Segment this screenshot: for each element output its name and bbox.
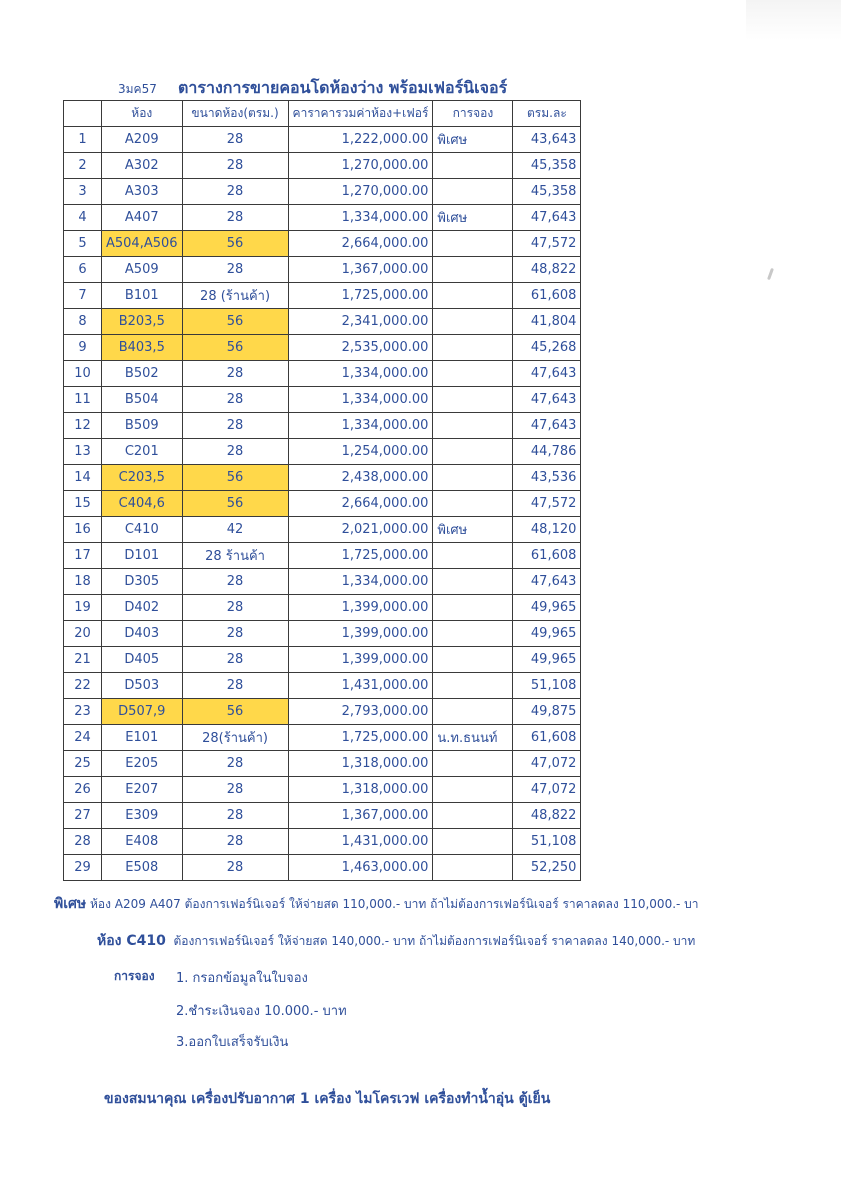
room-cell: B403,5	[102, 335, 183, 361]
table-row	[64, 309, 581, 335]
price-cell: 1,725,000.00	[288, 725, 433, 751]
booking-cell	[433, 543, 513, 569]
booking-cell: พิเศษ	[433, 127, 513, 153]
c410-note-label: ห้อง C410	[97, 933, 166, 949]
table-row	[64, 543, 581, 569]
special-note-text: ห้อง A209 A407 ต้องการเฟอร์นิเจอร์ ให้จ่ายสด 110,000.- บาท ถ้าไม่ต้องการเฟอร์นิเจอร์ ราคาลดลง 110,000.- บา	[89, 897, 699, 911]
room-cell: D503	[102, 673, 183, 699]
row-number: 15	[64, 491, 102, 517]
booking-cell	[433, 673, 513, 699]
size-cell: 28	[182, 153, 288, 179]
price-cell: 2,664,000.00	[288, 491, 433, 517]
room-cell: A303	[102, 179, 183, 205]
size-cell: 28	[182, 179, 288, 205]
price-cell: 1,254,000.00	[288, 439, 433, 465]
booking-cell: พิเศษ	[433, 205, 513, 231]
booking-cell: น.ท.ธนนท์	[433, 725, 513, 751]
size-cell: 28	[182, 647, 288, 673]
price-cell: 1,431,000.00	[288, 673, 433, 699]
room-cell: E508	[102, 855, 183, 881]
size-cell: 28	[182, 621, 288, 647]
row-number: 7	[64, 283, 102, 309]
room-cell: D403	[102, 621, 183, 647]
price-cell: 1,399,000.00	[288, 647, 433, 673]
price-per-sqm-cell: 47,072	[513, 777, 581, 803]
room-cell: A209	[102, 127, 183, 153]
room-cell: A509	[102, 257, 183, 283]
price-cell: 2,438,000.00	[288, 465, 433, 491]
price-per-sqm-cell: 48,822	[513, 257, 581, 283]
table-row	[64, 205, 581, 231]
room-cell: C203,5	[102, 465, 183, 491]
price-per-sqm-cell: 43,536	[513, 465, 581, 491]
row-number: 9	[64, 335, 102, 361]
price-cell: 1,334,000.00	[288, 205, 433, 231]
table-header-row	[64, 101, 581, 127]
price-per-sqm-cell: 61,608	[513, 543, 581, 569]
table-row	[64, 127, 581, 153]
table-row	[64, 725, 581, 751]
booking-cell	[433, 309, 513, 335]
table-row	[64, 829, 581, 855]
row-number: 2	[64, 153, 102, 179]
room-cell: E408	[102, 829, 183, 855]
row-number: 17	[64, 543, 102, 569]
room-cell: B203,5	[102, 309, 183, 335]
size-cell: 28	[182, 751, 288, 777]
table-row	[64, 283, 581, 309]
size-cell: 56	[182, 699, 288, 725]
col-header-booking: การจอง	[433, 101, 513, 127]
row-number: 18	[64, 569, 102, 595]
size-cell: 28	[182, 127, 288, 153]
size-cell: 28	[182, 673, 288, 699]
price-per-sqm-cell: 47,643	[513, 569, 581, 595]
price-cell: 2,535,000.00	[288, 335, 433, 361]
price-cell: 1,399,000.00	[288, 595, 433, 621]
table-row	[64, 465, 581, 491]
table-row	[64, 361, 581, 387]
size-cell: 56	[182, 335, 288, 361]
size-cell: 56	[182, 491, 288, 517]
price-per-sqm-cell: 51,108	[513, 829, 581, 855]
table-row	[64, 699, 581, 725]
room-cell: B504	[102, 387, 183, 413]
price-per-sqm-cell: 47,572	[513, 491, 581, 517]
row-number: 25	[64, 751, 102, 777]
booking-cell: พิเศษ	[433, 517, 513, 543]
table-row	[64, 751, 581, 777]
row-number: 10	[64, 361, 102, 387]
price-cell: 2,664,000.00	[288, 231, 433, 257]
price-per-sqm-cell: 48,822	[513, 803, 581, 829]
price-cell: 1,270,000.00	[288, 179, 433, 205]
table-row	[64, 491, 581, 517]
price-cell: 1,222,000.00	[288, 127, 433, 153]
price-cell: 1,334,000.00	[288, 361, 433, 387]
col-header-room: ห้อง	[102, 101, 183, 127]
price-per-sqm-cell: 45,358	[513, 179, 581, 205]
price-cell: 1,270,000.00	[288, 153, 433, 179]
booking-cell	[433, 413, 513, 439]
row-number: 16	[64, 517, 102, 543]
size-cell: 28	[182, 257, 288, 283]
size-cell: 28	[182, 205, 288, 231]
c410-note	[97, 930, 695, 952]
row-number: 13	[64, 439, 102, 465]
booking-cell	[433, 361, 513, 387]
price-cell: 2,793,000.00	[288, 699, 433, 725]
row-number: 4	[64, 205, 102, 231]
price-per-sqm-cell: 49,965	[513, 621, 581, 647]
row-number: 28	[64, 829, 102, 855]
table-row	[64, 153, 581, 179]
booking-cell	[433, 179, 513, 205]
table-row	[64, 387, 581, 413]
table-row	[64, 439, 581, 465]
booking-cell	[433, 777, 513, 803]
price-per-sqm-cell: 51,108	[513, 673, 581, 699]
row-number: 12	[64, 413, 102, 439]
price-cell: 1,334,000.00	[288, 387, 433, 413]
table-row	[64, 621, 581, 647]
room-cell: D405	[102, 647, 183, 673]
table-row	[64, 803, 581, 829]
size-cell: 28	[182, 439, 288, 465]
price-per-sqm-cell: 45,358	[513, 153, 581, 179]
price-per-sqm-cell: 52,250	[513, 855, 581, 881]
price-cell: 2,021,000.00	[288, 517, 433, 543]
row-number: 23	[64, 699, 102, 725]
table-row	[64, 673, 581, 699]
table-row	[64, 855, 581, 881]
booking-cell	[433, 257, 513, 283]
booking-cell	[433, 699, 513, 725]
row-number: 26	[64, 777, 102, 803]
size-cell: 56	[182, 309, 288, 335]
row-number: 3	[64, 179, 102, 205]
booking-step-2: 2.ชำระเงินจอง 10.000.- บาท	[176, 1004, 347, 1019]
price-cell: 1,725,000.00	[288, 543, 433, 569]
size-cell: 56	[182, 231, 288, 257]
booking-cell	[433, 283, 513, 309]
table-row	[64, 257, 581, 283]
price-per-sqm-cell: 41,804	[513, 309, 581, 335]
size-cell: 28	[182, 855, 288, 881]
c410-note-text: ต้องการเฟอร์นิเจอร์ ให้จ่ายสด 140,000.- บาท ถ้าไม่ต้องการเฟอร์นิเจอร์ ราคาลดลง 140,000.- บาท	[173, 934, 696, 948]
room-sales-table	[63, 100, 581, 881]
room-cell: B101	[102, 283, 183, 309]
size-cell: 28	[182, 413, 288, 439]
price-per-sqm-cell: 47,643	[513, 413, 581, 439]
col-header-price-per-sqm: ตรม.ละ	[513, 101, 581, 127]
scan-top-edge	[746, 0, 841, 40]
price-cell: 1,431,000.00	[288, 829, 433, 855]
table-row	[64, 647, 581, 673]
table-row	[64, 231, 581, 257]
price-per-sqm-cell: 48,120	[513, 517, 581, 543]
document-date: 3มค57	[118, 82, 157, 96]
booking-cell	[433, 621, 513, 647]
price-per-sqm-cell: 49,965	[513, 595, 581, 621]
row-number: 6	[64, 257, 102, 283]
room-cell: D101	[102, 543, 183, 569]
room-cell: E309	[102, 803, 183, 829]
row-number: 14	[64, 465, 102, 491]
room-cell: E101	[102, 725, 183, 751]
size-cell: 28 (ร้านค้า)	[182, 283, 288, 309]
table-row	[64, 777, 581, 803]
booking-cell	[433, 569, 513, 595]
row-number: 5	[64, 231, 102, 257]
size-cell: 28	[182, 595, 288, 621]
col-header-price: คาราคารวมค่าห้อง+เฟอร์	[288, 101, 433, 127]
price-per-sqm-cell: 43,643	[513, 127, 581, 153]
booking-step-3: 3.ออกใบเสร็จรับเงิน	[176, 1035, 289, 1050]
room-cell: E207	[102, 777, 183, 803]
price-per-sqm-cell: 47,643	[513, 205, 581, 231]
booking-cell	[433, 491, 513, 517]
size-cell: 28	[182, 569, 288, 595]
size-cell: 28	[182, 777, 288, 803]
room-cell: D402	[102, 595, 183, 621]
table-row	[64, 569, 581, 595]
gift-note: ของสมนาคุณ เครื่องปรับอากาศ 1 เครื่อง ไมโครเวฟ เครื่องทำน้ำอุ่น ตู้เย็น	[104, 1091, 551, 1107]
room-cell: B502	[102, 361, 183, 387]
booking-cell	[433, 231, 513, 257]
row-number: 11	[64, 387, 102, 413]
size-cell: 28	[182, 829, 288, 855]
size-cell: 28 ร้านค้า	[182, 543, 288, 569]
price-per-sqm-cell: 47,572	[513, 231, 581, 257]
booking-label: การจอง	[114, 969, 155, 983]
booking-cell	[433, 829, 513, 855]
row-number: 21	[64, 647, 102, 673]
room-cell: C404,6	[102, 491, 183, 517]
row-number: 8	[64, 309, 102, 335]
room-cell: C410	[102, 517, 183, 543]
row-number: 1	[64, 127, 102, 153]
special-note	[54, 893, 699, 915]
price-per-sqm-cell: 44,786	[513, 439, 581, 465]
price-per-sqm-cell: 61,608	[513, 725, 581, 751]
size-cell: 56	[182, 465, 288, 491]
price-cell: 1,318,000.00	[288, 777, 433, 803]
size-cell: 28	[182, 803, 288, 829]
room-cell: A302	[102, 153, 183, 179]
table-row	[64, 517, 581, 543]
price-cell: 1,318,000.00	[288, 751, 433, 777]
price-per-sqm-cell: 61,608	[513, 283, 581, 309]
size-cell: 28(ร้านค้า)	[182, 725, 288, 751]
price-cell: 1,334,000.00	[288, 413, 433, 439]
booking-cell	[433, 465, 513, 491]
row-number: 22	[64, 673, 102, 699]
price-cell: 1,367,000.00	[288, 257, 433, 283]
price-per-sqm-cell: 47,643	[513, 361, 581, 387]
price-cell: 1,399,000.00	[288, 621, 433, 647]
size-cell: 28	[182, 361, 288, 387]
price-cell: 1,367,000.00	[288, 803, 433, 829]
booking-cell	[433, 387, 513, 413]
room-cell: C201	[102, 439, 183, 465]
price-per-sqm-cell: 47,643	[513, 387, 581, 413]
booking-cell	[433, 647, 513, 673]
room-cell: D507,9	[102, 699, 183, 725]
row-number: 20	[64, 621, 102, 647]
room-cell: E205	[102, 751, 183, 777]
booking-step-1: 1. กรอกข้อมูลในใบจอง	[176, 971, 308, 986]
room-cell: D305	[102, 569, 183, 595]
table-row	[64, 335, 581, 361]
booking-cell	[433, 751, 513, 777]
table-row	[64, 179, 581, 205]
price-cell: 1,334,000.00	[288, 569, 433, 595]
table-row	[64, 595, 581, 621]
price-per-sqm-cell: 49,875	[513, 699, 581, 725]
row-number: 29	[64, 855, 102, 881]
size-cell: 28	[182, 387, 288, 413]
price-per-sqm-cell: 49,965	[513, 647, 581, 673]
special-note-label: พิเศษ	[54, 896, 87, 912]
booking-cell	[433, 153, 513, 179]
room-cell: A407	[102, 205, 183, 231]
booking-cell	[433, 335, 513, 361]
booking-cell	[433, 439, 513, 465]
price-per-sqm-cell: 47,072	[513, 751, 581, 777]
col-header-size: ขนาดห้อง(ตรม.)	[182, 101, 288, 127]
room-cell: B509	[102, 413, 183, 439]
scan-speck	[767, 268, 774, 280]
col-header-no	[64, 101, 102, 127]
price-cell: 2,341,000.00	[288, 309, 433, 335]
price-cell: 1,725,000.00	[288, 283, 433, 309]
price-per-sqm-cell: 45,268	[513, 335, 581, 361]
document-header	[0, 74, 841, 100]
price-cell: 1,463,000.00	[288, 855, 433, 881]
booking-cell	[433, 803, 513, 829]
booking-cell	[433, 595, 513, 621]
row-number: 27	[64, 803, 102, 829]
booking-cell	[433, 855, 513, 881]
table-row	[64, 413, 581, 439]
size-cell: 42	[182, 517, 288, 543]
document-title: ตารางการขายคอนโดห้องว่าง พร้อมเฟอร์นิเจอร์	[178, 78, 508, 97]
room-cell: A504,A506	[102, 231, 183, 257]
row-number: 24	[64, 725, 102, 751]
row-number: 19	[64, 595, 102, 621]
